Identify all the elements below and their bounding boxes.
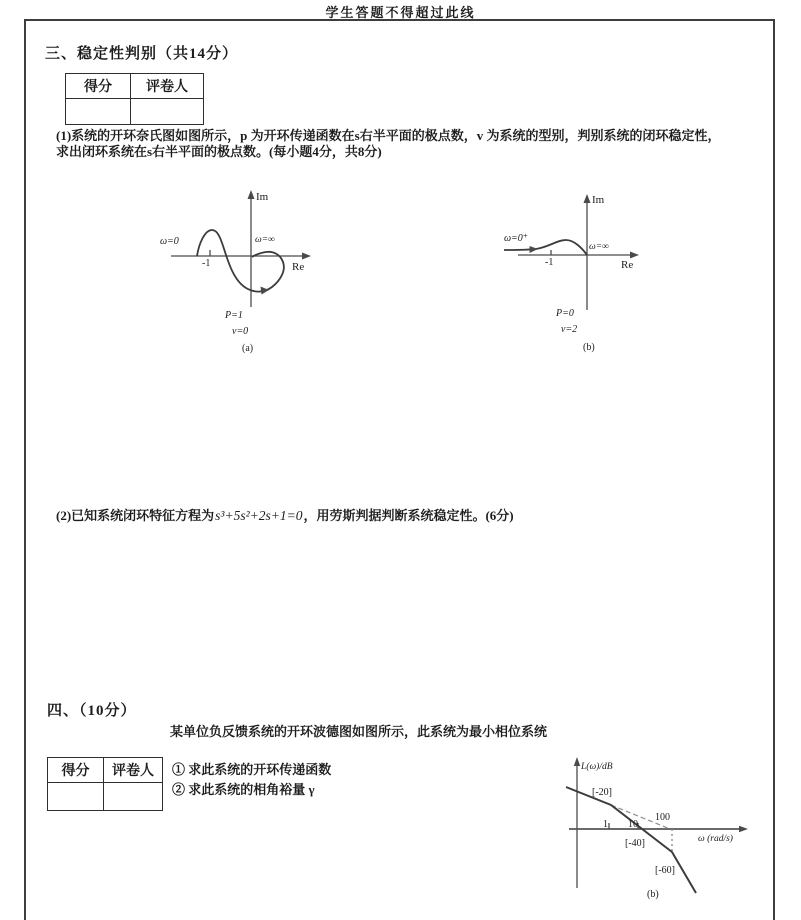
omega-infinity-label: ω=∞ xyxy=(589,242,609,252)
question1-line1: (1)系统的开环奈氏图如图所示，p 为开环传递函数在s右半平面的极点数，v 为系统的型别，判别系统的闭环稳定性， xyxy=(56,128,721,143)
bode-x-axis-label: ω (rad/s) xyxy=(698,834,733,844)
y-axis-arrow-icon xyxy=(574,757,580,766)
omega-infinity-label: ω=∞ xyxy=(255,235,275,245)
x-axis-arrow-icon xyxy=(739,826,748,832)
nyquist-plot-b xyxy=(480,185,690,358)
p-value-label: P=0 xyxy=(556,308,574,319)
v-value-label: v=0 xyxy=(232,326,249,337)
section4-item1: ① 求此系统的开环传递函数 xyxy=(172,762,332,777)
grader-header: 评卷人 xyxy=(104,758,163,783)
im-axis-label: Im xyxy=(256,191,269,203)
score-header: 得分 xyxy=(48,758,104,783)
score-cell-empty xyxy=(48,783,104,811)
score-header: 得分 xyxy=(66,74,131,99)
section4-intro: 某单位负反馈系统的开环波德图如图所示，此系统为最小相位系统 xyxy=(170,724,548,739)
curve-direction-arrow-icon xyxy=(530,246,539,253)
minus-one-label: -1 xyxy=(202,258,211,269)
score-cell-empty xyxy=(66,99,131,125)
im-axis-arrow-icon xyxy=(584,194,591,203)
slope-minus60-label: [-60] xyxy=(655,865,675,876)
question1-text xyxy=(56,128,768,160)
bode-caption: (b) xyxy=(647,889,659,900)
question1-line2: 求出闭环系统在s右半平面的极点数。(每小题4分，共8分) xyxy=(56,144,382,159)
tick-1-label: 1 xyxy=(603,819,608,830)
p-value-label: P=1 xyxy=(225,310,243,321)
im-axis-arrow-icon xyxy=(248,190,255,199)
grader-cell-empty xyxy=(104,783,163,811)
omega-zero-label: ω=0 xyxy=(160,236,179,247)
score-table-section3 xyxy=(65,73,204,125)
tick-100-label: 100 xyxy=(655,812,670,823)
bode-plot xyxy=(545,755,780,920)
re-axis-arrow-icon xyxy=(630,252,639,259)
grader-cell-empty xyxy=(131,99,204,125)
minus-one-label: -1 xyxy=(545,257,554,268)
slope-minus20-label: [-20] xyxy=(592,787,612,798)
im-axis-label: Im xyxy=(592,194,605,206)
question2-text xyxy=(56,505,514,524)
omega-zero-plus-label: ω=0⁺ xyxy=(504,233,529,244)
re-axis-label: Re xyxy=(621,259,634,271)
slope-minus40-label: [-40] xyxy=(625,838,645,849)
re-axis-arrow-icon xyxy=(302,253,311,260)
re-axis-label: Re xyxy=(292,261,305,273)
plot-a-caption: (a) xyxy=(242,343,254,354)
tick-10-label: 10 xyxy=(628,819,638,830)
section4-title: 四、（10分） xyxy=(47,703,137,719)
score-table-section4 xyxy=(47,757,163,811)
curve-direction-arrow-icon xyxy=(261,287,270,295)
nyquist-plot-a xyxy=(150,185,360,358)
plot-b-caption: (b) xyxy=(583,342,595,353)
question2-suffix: ，用劳斯判据判断系统稳定性。(6分) xyxy=(303,508,514,523)
characteristic-equation: s³+5s²+2s+1=0 xyxy=(215,508,303,523)
section4-item2: ② 求此系统的相角裕量 γ xyxy=(172,782,315,797)
v-value-label: v=2 xyxy=(561,324,578,335)
grader-header: 评卷人 xyxy=(131,74,204,99)
bode-y-axis-label: L(ω)/dB xyxy=(581,762,613,772)
section3-title: 三、稳定性判别（共14分） xyxy=(45,46,239,62)
header-notice: 学生答题不得超过此线 xyxy=(325,5,476,20)
question2-prefix: (2)已知系统闭环特征方程为 xyxy=(56,508,215,523)
section4-items xyxy=(172,760,331,800)
